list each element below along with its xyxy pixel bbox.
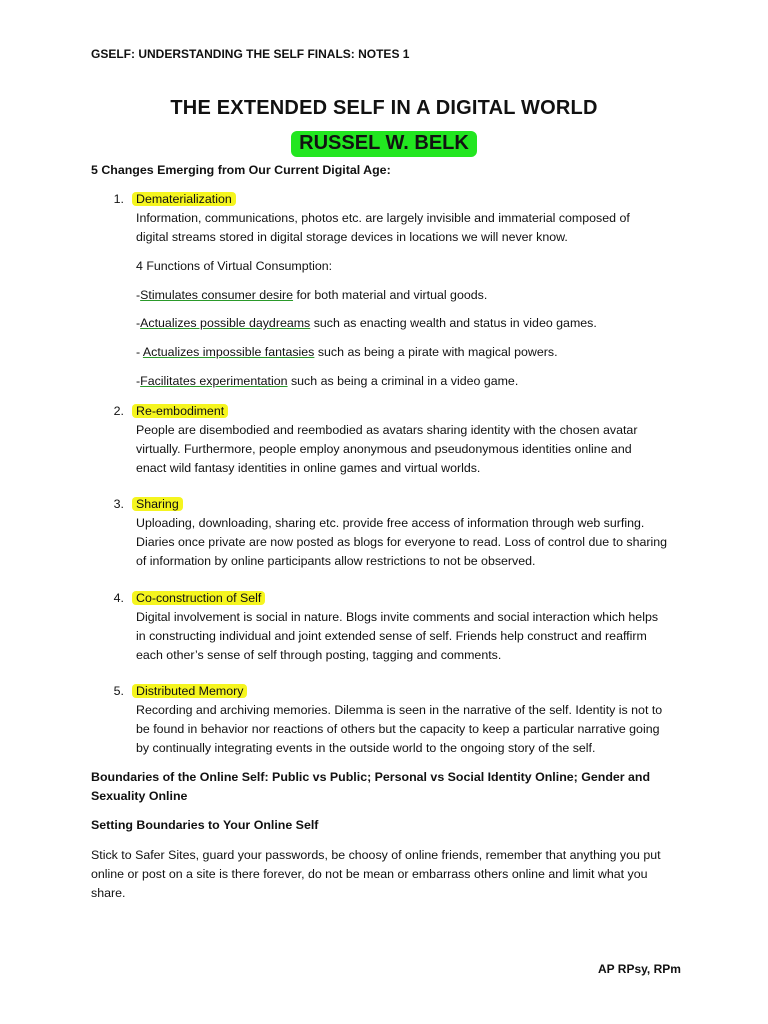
heading-highlight: Sharing	[132, 497, 183, 511]
body-line: be found in behavior nor reactions of others but the capacity to keep a particular narrative going	[136, 722, 660, 736]
body-line: of information by online participants allow restrictions to not be observed.	[136, 554, 536, 568]
body-line: Uploading, downloading, sharing etc. provide free access of information through web surfing.	[136, 516, 645, 530]
setting-line: share.	[91, 886, 126, 900]
functions-title: 4 Functions of Virtual Consumption:	[136, 259, 333, 273]
setting-title: Setting Boundaries to Your Online Self	[91, 818, 319, 832]
author-wrap	[0, 131, 768, 157]
item-body	[136, 209, 630, 247]
item-heading	[132, 497, 183, 511]
item-heading	[132, 591, 265, 605]
body-line: virtually. Furthermore, people employ anonymous and pseudonymous identities online and	[136, 442, 632, 456]
body-line: Information, communications, photos etc. are largely invisible and immaterial composed of	[136, 211, 630, 225]
item-body	[136, 608, 658, 665]
item-number: 2.	[113, 404, 124, 418]
item-number: 4.	[113, 591, 124, 605]
function-term: Actualizes impossible fantasies	[142, 345, 315, 359]
setting-body	[91, 846, 661, 903]
footer-credentials: AP RPsy, RPm	[598, 962, 681, 976]
item-number: 1.	[113, 192, 124, 206]
function-item: -Actualizes possible daydreams such as enacting wealth and status in video games.	[136, 316, 597, 330]
body-line: Digital involvement is social in nature. Blogs invite comments and social interaction which helps	[136, 610, 659, 624]
item-body	[136, 421, 637, 478]
item-heading	[132, 404, 228, 418]
document-title: THE EXTENDED SELF IN A DIGITAL WORLD	[170, 97, 598, 119]
item-number: 3.	[113, 497, 124, 511]
heading-highlight: Dematerialization	[132, 192, 236, 206]
function-item: - Actualizes impossible fantasies such as being a pirate with magical powers.	[136, 345, 558, 359]
function-item: -Facilitates experimentation such as being a criminal in a video game.	[136, 374, 519, 388]
body-line: enact wild fantasy identities in online games and virtual worlds.	[136, 461, 481, 475]
function-term: Facilitates experimentation	[140, 374, 288, 388]
body-line: by continually integrating events in the outside world to the ongoing story of the self.	[136, 741, 596, 755]
heading-highlight: Re-embodiment	[132, 404, 228, 418]
setting-line: online or post on a site is there forever, do not be mean or embarrass others online and limit what you	[91, 867, 648, 881]
boundaries-line: Boundaries of the Online Self: Public vs Public; Personal vs Social Identity Online; Gender and	[91, 770, 651, 784]
boundaries-heading	[91, 768, 650, 806]
body-line: People are disembodied and reembodied as avatars sharing identity with the chosen avatar	[136, 423, 638, 437]
document-header: GSELF: UNDERSTANDING THE SELF FINALS: NOTES 1	[91, 47, 410, 61]
body-line: each other’s sense of self through posting, tagging and comments.	[136, 648, 502, 662]
body-line: in constructing individual and joint extended sense of self. Friends help construct and reaffirm	[136, 629, 647, 643]
intro-line: 5 Changes Emerging from Our Current Digital Age:	[91, 163, 391, 177]
body-line: Recording and archiving memories. Dilemma is seen in the narrative of the self. Identity is not to	[136, 703, 663, 717]
item-number: 5.	[113, 684, 124, 698]
boundaries-line: Sexuality Online	[91, 789, 188, 803]
heading-highlight: Distributed Memory	[132, 684, 247, 698]
function-term: Stimulates consumer desire	[140, 288, 294, 302]
body-line: digital streams stored in digital storage devices in locations we will never know.	[136, 230, 568, 244]
body-line: Diaries once private are now posted as blogs for everyone to read. Loss of control due to sharing	[136, 535, 668, 549]
setting-line: Stick to Safer Sites, guard your passwords, be choosy of online friends, remember that anything you put	[91, 848, 661, 862]
item-body	[136, 514, 667, 571]
heading-highlight: Co-construction of Self	[132, 591, 265, 605]
function-item: -Stimulates consumer desire for both material and virtual goods.	[136, 288, 488, 302]
item-heading	[132, 192, 236, 206]
item-heading	[132, 684, 247, 698]
item-body	[136, 701, 662, 758]
author-name: RUSSEL W. BELK	[291, 131, 477, 157]
function-term: Actualizes possible daydreams	[140, 316, 311, 330]
